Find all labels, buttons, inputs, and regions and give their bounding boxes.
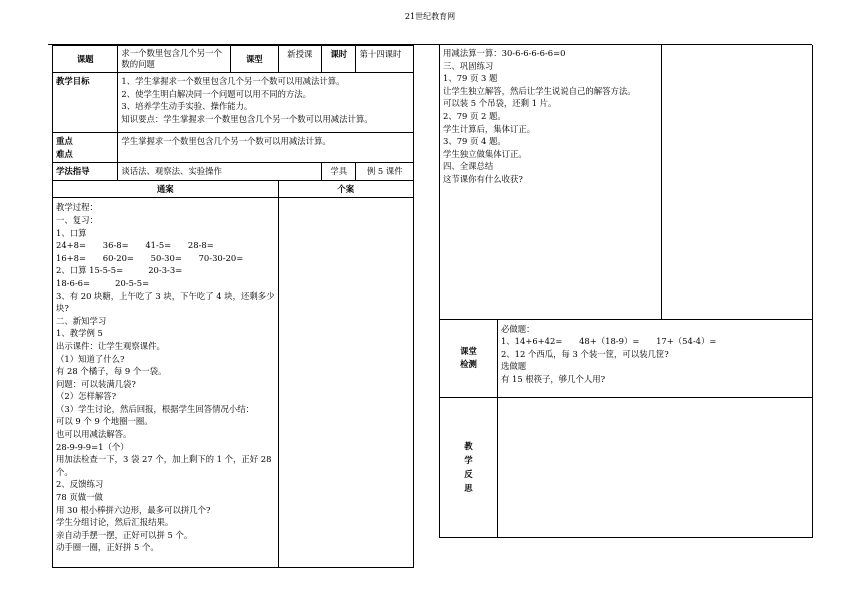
page-header: 21世纪教育网 [404, 12, 456, 21]
process-line: 出示课件：让学生观察课件。 [56, 340, 165, 351]
process-line: 1、口算 [56, 227, 87, 238]
process-line: 个。 [56, 466, 73, 477]
process-line: 16+8= 60-20= 50-30= 70-30-20= [56, 252, 244, 263]
process-line: 1、教学例 5 [56, 328, 103, 339]
reflection-body [497, 397, 812, 537]
process-line: 问题：可以装满几袋? [56, 378, 136, 389]
check-line: 必做题： [500, 323, 535, 334]
process-line: 一、复习： [56, 214, 98, 225]
process-line: （1）知道了什么? [56, 353, 125, 364]
process-line: 三、巩固练习 [443, 60, 494, 71]
personal-plan-body [278, 198, 414, 568]
check-line: 2、12 个西瓜，每 3 个装一筐，可以装几筐? [500, 348, 669, 359]
common-plan-header: 通案 [53, 180, 279, 198]
goal-item: 1、学生掌握求一个数里包含几个另一个数可以用减法计算。 [121, 76, 345, 86]
process-line: 有 28 个橘子，每 9 个一袋。 [56, 366, 167, 377]
classroom-check-body [497, 319, 812, 397]
process-line: 2、口算 15-5-5= 20-3-3= [56, 265, 183, 276]
process-line: 亲自动手摆一摆，正好可以拼 5 个。 [56, 529, 193, 540]
key-points-label: 重点 难点 [53, 133, 118, 163]
process-continued [440, 45, 662, 319]
goals-label: 教学目标 [53, 73, 118, 133]
period-value: 第十四课时 [356, 46, 414, 73]
process-line: （3）学生讨论，然后回报，根据学生回答情况小结： [56, 403, 254, 414]
method-value: 谈话法、观察法、实验操作 [118, 163, 322, 181]
process-line: 用 30 根小棒拼六边形，最多可以拼几个? [56, 504, 211, 515]
type-label: 课型 [231, 46, 278, 73]
process-line: 24+8= 36-8= 41-5= 28-8= [56, 240, 214, 251]
process-line: 动手圈一圈，正好拼 5 个。 [56, 542, 159, 553]
process-line: 3、有 20 块糖，上午吃了 3 块，下午吃了 4 块，还剩多少 [56, 290, 275, 301]
process-line: 可以 9 个 9 个地圈一圈。 [56, 416, 153, 427]
process-line: 教学过程： [56, 202, 98, 213]
goal-item: 知识要点：学生掌握求一个数里包含几个另一个数可以用减法计算。 [121, 113, 373, 124]
process-line: 可以装 5 个吊袋，还剩 1 片。 [443, 98, 557, 109]
lesson-plan-table-left [52, 45, 414, 568]
process-line: 四、全课总结 [443, 161, 494, 172]
process-line: 学生分组讨论，然后汇报结果。 [56, 517, 174, 528]
process-line: 学生计算后，集体订正。 [443, 123, 536, 134]
teaching-process [53, 198, 279, 568]
goal-item: 3、培养学生动手实验、操作能力。 [121, 101, 253, 112]
process-line: 用加法检查一下，3 袋 27 个，加上剩下的 1 个，正好 28 [56, 454, 272, 465]
process-line: 用减法算一算：30-6-6-6-6-6=0 [443, 48, 566, 58]
lesson-plan-table-right [439, 45, 813, 538]
check-line: 选做题 [500, 361, 527, 372]
goal-item: 2、使学生明白解决同一个问题可以用不同的方法。 [121, 88, 311, 99]
personal-plan-header: 个案 [278, 180, 414, 198]
personal-plan-continued [661, 45, 812, 319]
process-line: 这节课你有什么收获? [443, 173, 523, 184]
classroom-check-label: 课堂 检测 [440, 319, 498, 397]
tools-label: 学具 [322, 163, 356, 181]
method-label: 学法指导 [53, 163, 118, 181]
key-points-value: 学生掌握求一个数里包含几个另一个数可以用减法计算。 [118, 133, 414, 163]
check-line: 有 15 根筷子，够几个人用? [500, 373, 606, 384]
period-label: 课时 [322, 46, 356, 73]
process-line: 28-9-9-9=1（个） [56, 441, 129, 452]
process-line: （2）怎样解答? [56, 391, 117, 402]
topic-label: 课题 [53, 46, 118, 73]
check-line: 1、14+6+42= 48+（18-9）= 17+（54-4）= [500, 336, 717, 347]
process-line: 让学生独立解答，然后让学生说说自己的解答方法。 [443, 85, 636, 96]
reflection-label: 教 学 反 思 [440, 397, 498, 537]
process-line: 二、新知学习 [56, 315, 107, 326]
process-line: 学生独立做集体订正。 [443, 148, 527, 159]
tools-value: 例 5 课件 [356, 163, 414, 181]
process-line: 78 页做一做 [56, 492, 103, 503]
process-line: 也可以用减法解答。 [56, 429, 132, 440]
goals-list [118, 73, 414, 133]
process-line: 2、反馈练习 [56, 479, 104, 490]
process-line: 3、79 页 4 题。 [443, 136, 506, 147]
process-line: 18-6-6= 20-5-5= [56, 277, 150, 288]
type-value: 新授课 [278, 46, 322, 73]
topic-value: 求一个数里包含几个另一个数的问题 [118, 46, 231, 73]
process-line: 1、79 页 3 题 [443, 73, 498, 84]
process-line: 块? [56, 303, 69, 314]
process-line: 2、79 页 2 题。 [443, 110, 506, 121]
